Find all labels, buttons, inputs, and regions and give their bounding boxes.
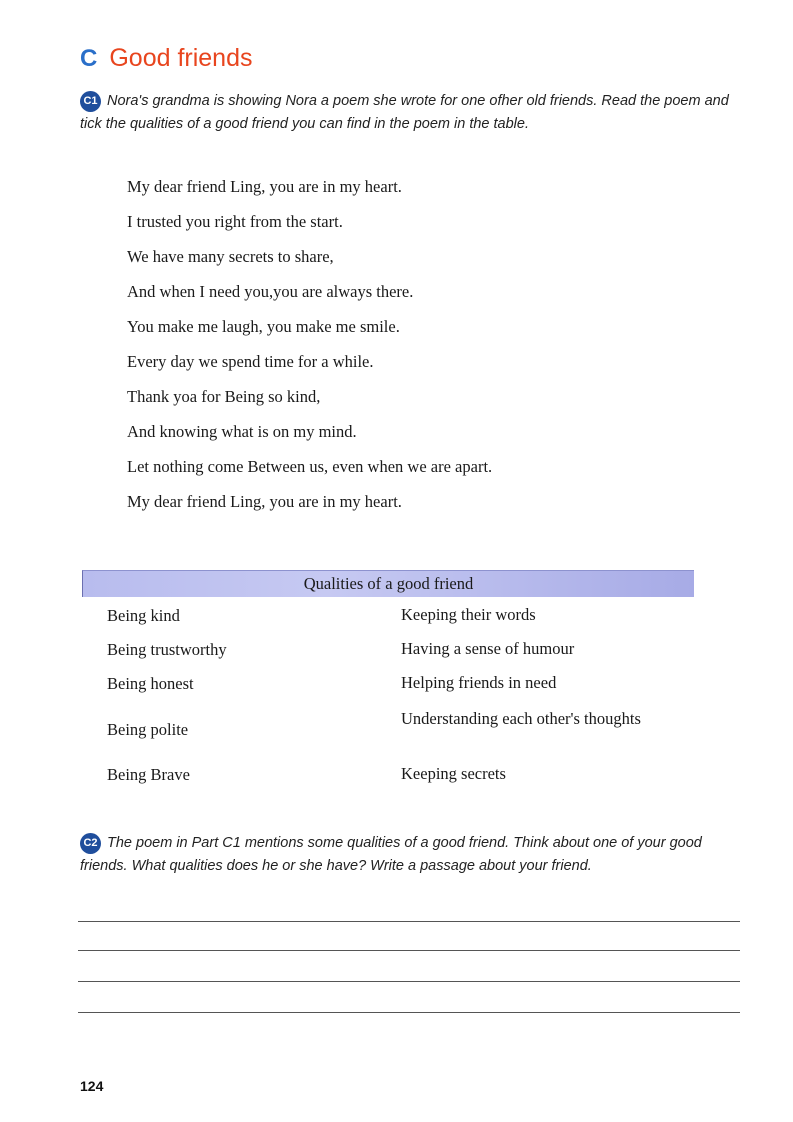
quality-item[interactable]: Helping friends in need xyxy=(401,673,557,692)
c1-instruction xyxy=(80,90,730,136)
writing-line[interactable] xyxy=(78,981,740,982)
qualities-table-header xyxy=(82,570,694,597)
poem-line: We have many secrets to share, xyxy=(127,247,334,266)
writing-line[interactable] xyxy=(78,921,740,922)
poem-line: And when I need you,you are always there. xyxy=(127,282,414,301)
poem-line: Let nothing come Between us, even when we are apart. xyxy=(127,457,493,476)
page-number: 124 xyxy=(80,1078,104,1094)
section-title: Good friends xyxy=(109,44,253,72)
poem-line: My dear friend Ling, you are in my heart. xyxy=(127,492,402,511)
quality-item[interactable]: Being Brave xyxy=(107,765,190,784)
quality-item[interactable]: Keeping secrets xyxy=(401,764,506,783)
writing-line[interactable] xyxy=(78,1012,740,1013)
quality-item[interactable]: Being trustworthy xyxy=(107,640,227,659)
writing-line[interactable] xyxy=(78,950,740,951)
quality-item[interactable]: Being kind xyxy=(107,606,180,625)
poem xyxy=(127,175,492,525)
c1-badge: C1 xyxy=(80,91,101,112)
quality-item[interactable]: Having a sense of humour xyxy=(401,639,575,658)
c2-badge: C2 xyxy=(80,833,101,854)
quality-item[interactable]: Keeping their words xyxy=(401,605,536,624)
section-letter: C xyxy=(80,45,98,72)
c2-text: The poem in Part C1 mentions some qualities of a good friend. Think about one of your good friends. What qualities does he or she have? Write a passage about your friend. xyxy=(80,835,702,874)
quality-item[interactable]: Being polite xyxy=(107,720,189,739)
qualities-table-title: Qualities of a good friend xyxy=(303,574,474,593)
poem-line: My dear friend Ling, you are in my heart. xyxy=(127,177,402,196)
poem-line: I trusted you right from the start. xyxy=(127,212,343,231)
section-header xyxy=(80,44,252,73)
c2-instruction xyxy=(80,832,748,878)
c1-text: Nora's grandma is showing Nora a poem she wrote for one ofher old friends. Read the poem and tick the qualities of a good friend you can find in the poem in the table. xyxy=(80,93,729,132)
poem-line: You make me laugh, you make me smile. xyxy=(127,317,400,336)
quality-item[interactable]: Understanding each other's thoughts xyxy=(401,709,641,728)
poem-line: And knowing what is on my mind. xyxy=(127,422,357,441)
quality-item[interactable]: Being honest xyxy=(107,674,194,693)
poem-line: Thank yoa for Being so kind, xyxy=(127,387,321,406)
poem-line: Every day we spend time for a while. xyxy=(127,352,374,371)
